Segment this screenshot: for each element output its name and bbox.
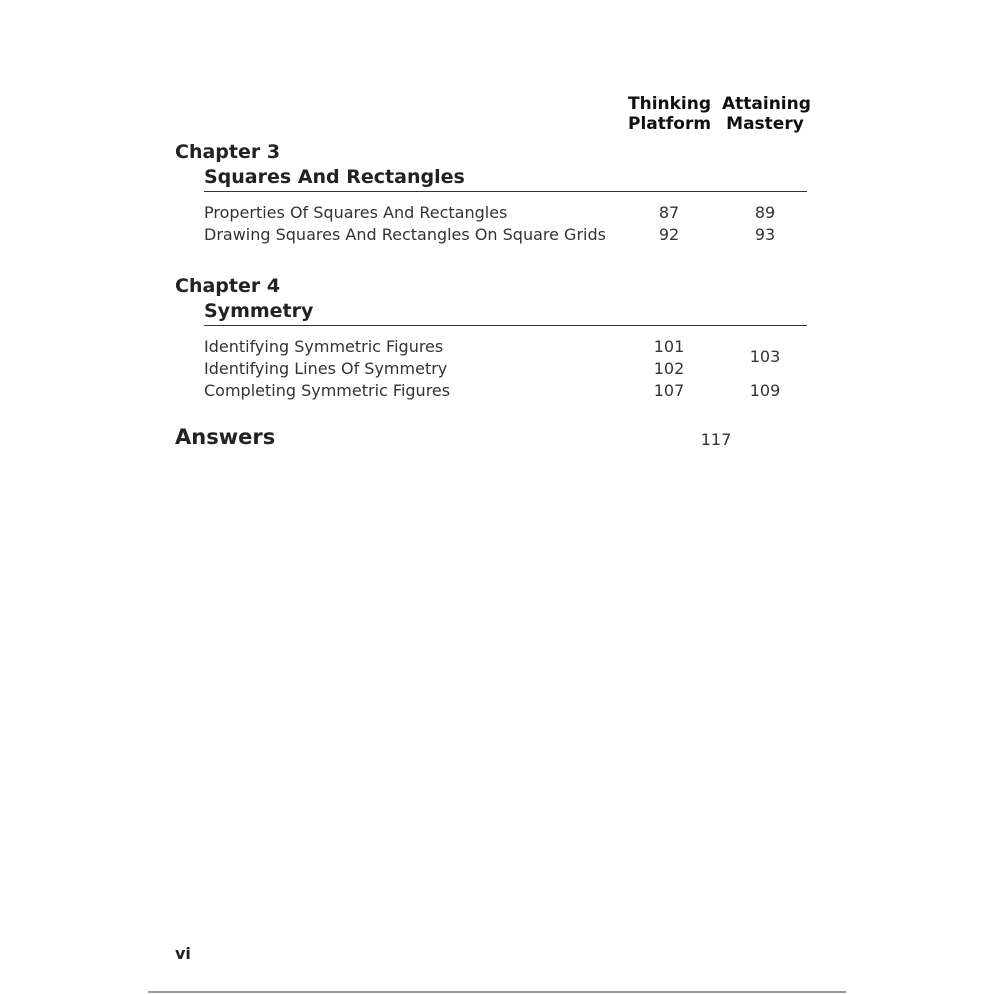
toc-entry-title: Properties Of Squares And Rectangles <box>204 203 508 222</box>
chapter-title: Symmetry <box>204 300 314 322</box>
attaining-mastery-page: 89 <box>754 203 776 222</box>
column-header-thinking-platform <box>628 94 710 134</box>
toc-entry-title: Identifying Symmetric Figures <box>204 337 444 356</box>
column-header-line: Thinking <box>628 94 712 114</box>
attaining-mastery-page: 103 <box>749 347 781 366</box>
column-header-line: Mastery <box>726 114 804 134</box>
column-header-line: Platform <box>628 114 712 134</box>
chapter-divider <box>204 325 807 326</box>
chapter-title: Squares And Rectangles <box>204 166 465 188</box>
attaining-mastery-page: 109 <box>749 381 781 400</box>
chapter-divider <box>204 191 807 192</box>
attaining-mastery-page: 93 <box>754 225 776 244</box>
thinking-platform-page: 92 <box>658 225 680 244</box>
toc-entry-title: Drawing Squares And Rectangles On Square Grids <box>204 225 606 244</box>
toc-entry-title: Completing Symmetric Figures <box>204 381 451 400</box>
column-header-attaining-mastery <box>722 94 811 134</box>
page-folio: vi <box>175 944 191 963</box>
answers-page: 117 <box>700 430 732 449</box>
thinking-platform-page: 102 <box>653 359 685 378</box>
answers-heading: Answers <box>175 425 276 449</box>
toc-entry-title: Identifying Lines Of Symmetry <box>204 359 448 378</box>
page-bottom-edge <box>148 991 846 993</box>
thinking-platform-page: 101 <box>653 337 685 356</box>
thinking-platform-page: 87 <box>658 203 680 222</box>
chapter-label: Chapter 3 <box>175 141 281 163</box>
chapter-label: Chapter 4 <box>175 275 281 297</box>
thinking-platform-page: 107 <box>653 381 685 400</box>
column-header-line: Attaining <box>722 94 811 114</box>
